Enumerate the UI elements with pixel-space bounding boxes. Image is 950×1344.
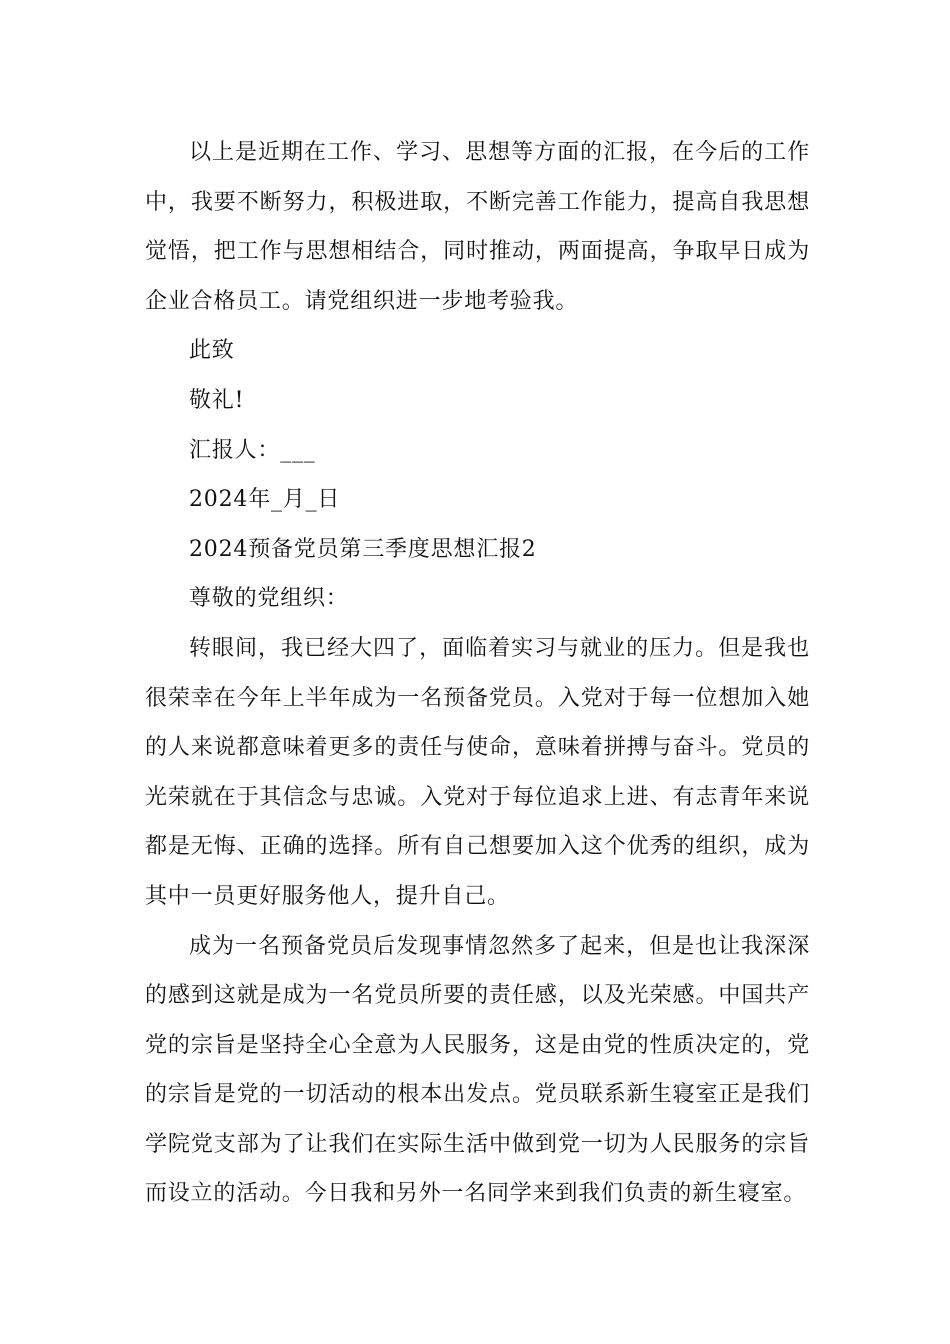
closing-salutation: 此致 (189, 338, 235, 364)
closing-regards: 敬礼! (189, 387, 245, 413)
paragraph-work-summary: 以上是近期在工作、学习、思想等方面的汇报，在今后的工作中，我要不断努力，积极进取，不断完善工作能力，提高自我思想觉悟，把工作与思想相结合，同时推动，两面提高，争取早日成为企业合格员工。请党组织进一步地考验我。 (145, 140, 810, 314)
document-body (145, 128, 810, 1219)
paragraph-becoming-member: 转眼间，我已经大四了，面临着实习与就业的压力。但是我也很荣幸在今年上半年成为一名预备党员。入党对于每一位想加入她的人来说都意味着更多的责任与使命，意味着拼搏与奋斗。党员的光荣就在于其信念与忠诚。入党对于每位追求上进、有志青年来说都是无悔、正确的选择。所有自己想要加入这个优秀的组织，成为其中一员更好服务他人，提升自己。 (145, 635, 810, 909)
report-date: 2024年_月_日 (189, 487, 341, 513)
reporter-signature: 汇报人：___ (189, 437, 316, 463)
paragraph-responsibility: 成为一名预备党员后发现事情忽然多了起来，但是也让我深深的感到这就是成为一名党员所要的责任感，以及光荣感。中国共产党的宗旨是坚持全心全意为人民服务，这是由党的性质决定的，党的宗旨是党的一切活动的根本出发点。党员联系新生寝室正是我们学院党支部为了让我们在实际生活中做到党一切为人民服务的宗旨而设立的活动。今日我和另外一名同学来到我们负责的新生寝室。 (145, 933, 810, 1207)
salutation: 尊敬的党组织： (189, 586, 349, 612)
section-title: 2024预备党员第三季度思想汇报2 (189, 536, 537, 562)
